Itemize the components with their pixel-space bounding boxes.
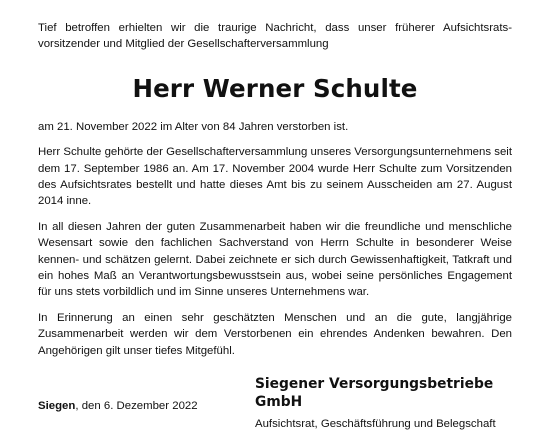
death-date-line: am 21. November 2022 im Alter von 84 Jahren verstorben ist. [38, 120, 349, 133]
signature-block [255, 375, 512, 432]
deceased-name: Herr Werner Schulte [132, 73, 418, 103]
tribute-paragraph: In all diesen Jahren der guten Zusammenarbeit haben wir die freundliche und menschliche Wesensart sowie den fachlichen Sachverstand von Herrn Schulte in besonderer Weise kennen- und schätzen gelernt. Dabei zeichnete er sich durch Gewissenhaftigkeit, Tatkraft und ein hohes Maß an Verantwortungsbewusstsein aus, wobei seine persönliches Engagement für uns stets vorbildlich und im Sinne unseres Unternehmens war. [38, 220, 512, 299]
place-date-line [38, 398, 198, 414]
career-paragraph: Herr Schulte gehörte der Gesellschafterversammlung unseres Versorgungsunternehmens seit dem 17. September 1986 an. Am 17. November 2004 wurde Herr Schulte zum Vorsitzenden des Aufsichtsrates bestellt und hatte dieses Amt bis zu seinem Ausscheiden am 27. August 2014 inne. [38, 146, 512, 208]
company-bodies: Aufsichtsrat, Geschäftsführung und Belegschaft [255, 418, 496, 431]
condolence-paragraph: In Erinnerung an einen sehr geschätzten Menschen und an die gute, langjährige Zusammenarbeit werden wir dem Verstorbenen ein ehrendes Andenken bewahren. Den Angehörigen gilt unser tiefes Mitgefühl. [38, 311, 512, 357]
notice-date: , den 6. Dezember 2022 [75, 400, 198, 412]
intro-text: Tief betroffen erhielten wir die traurige Nachricht, dass unser früherer Aufsichtsratsvorsitzender und Mitglied der Gesellschafterversammlung [38, 22, 512, 51]
company-name: Siegener Versorgungsbetriebe GmbH [255, 376, 494, 411]
place-name: Siegen [38, 400, 76, 412]
